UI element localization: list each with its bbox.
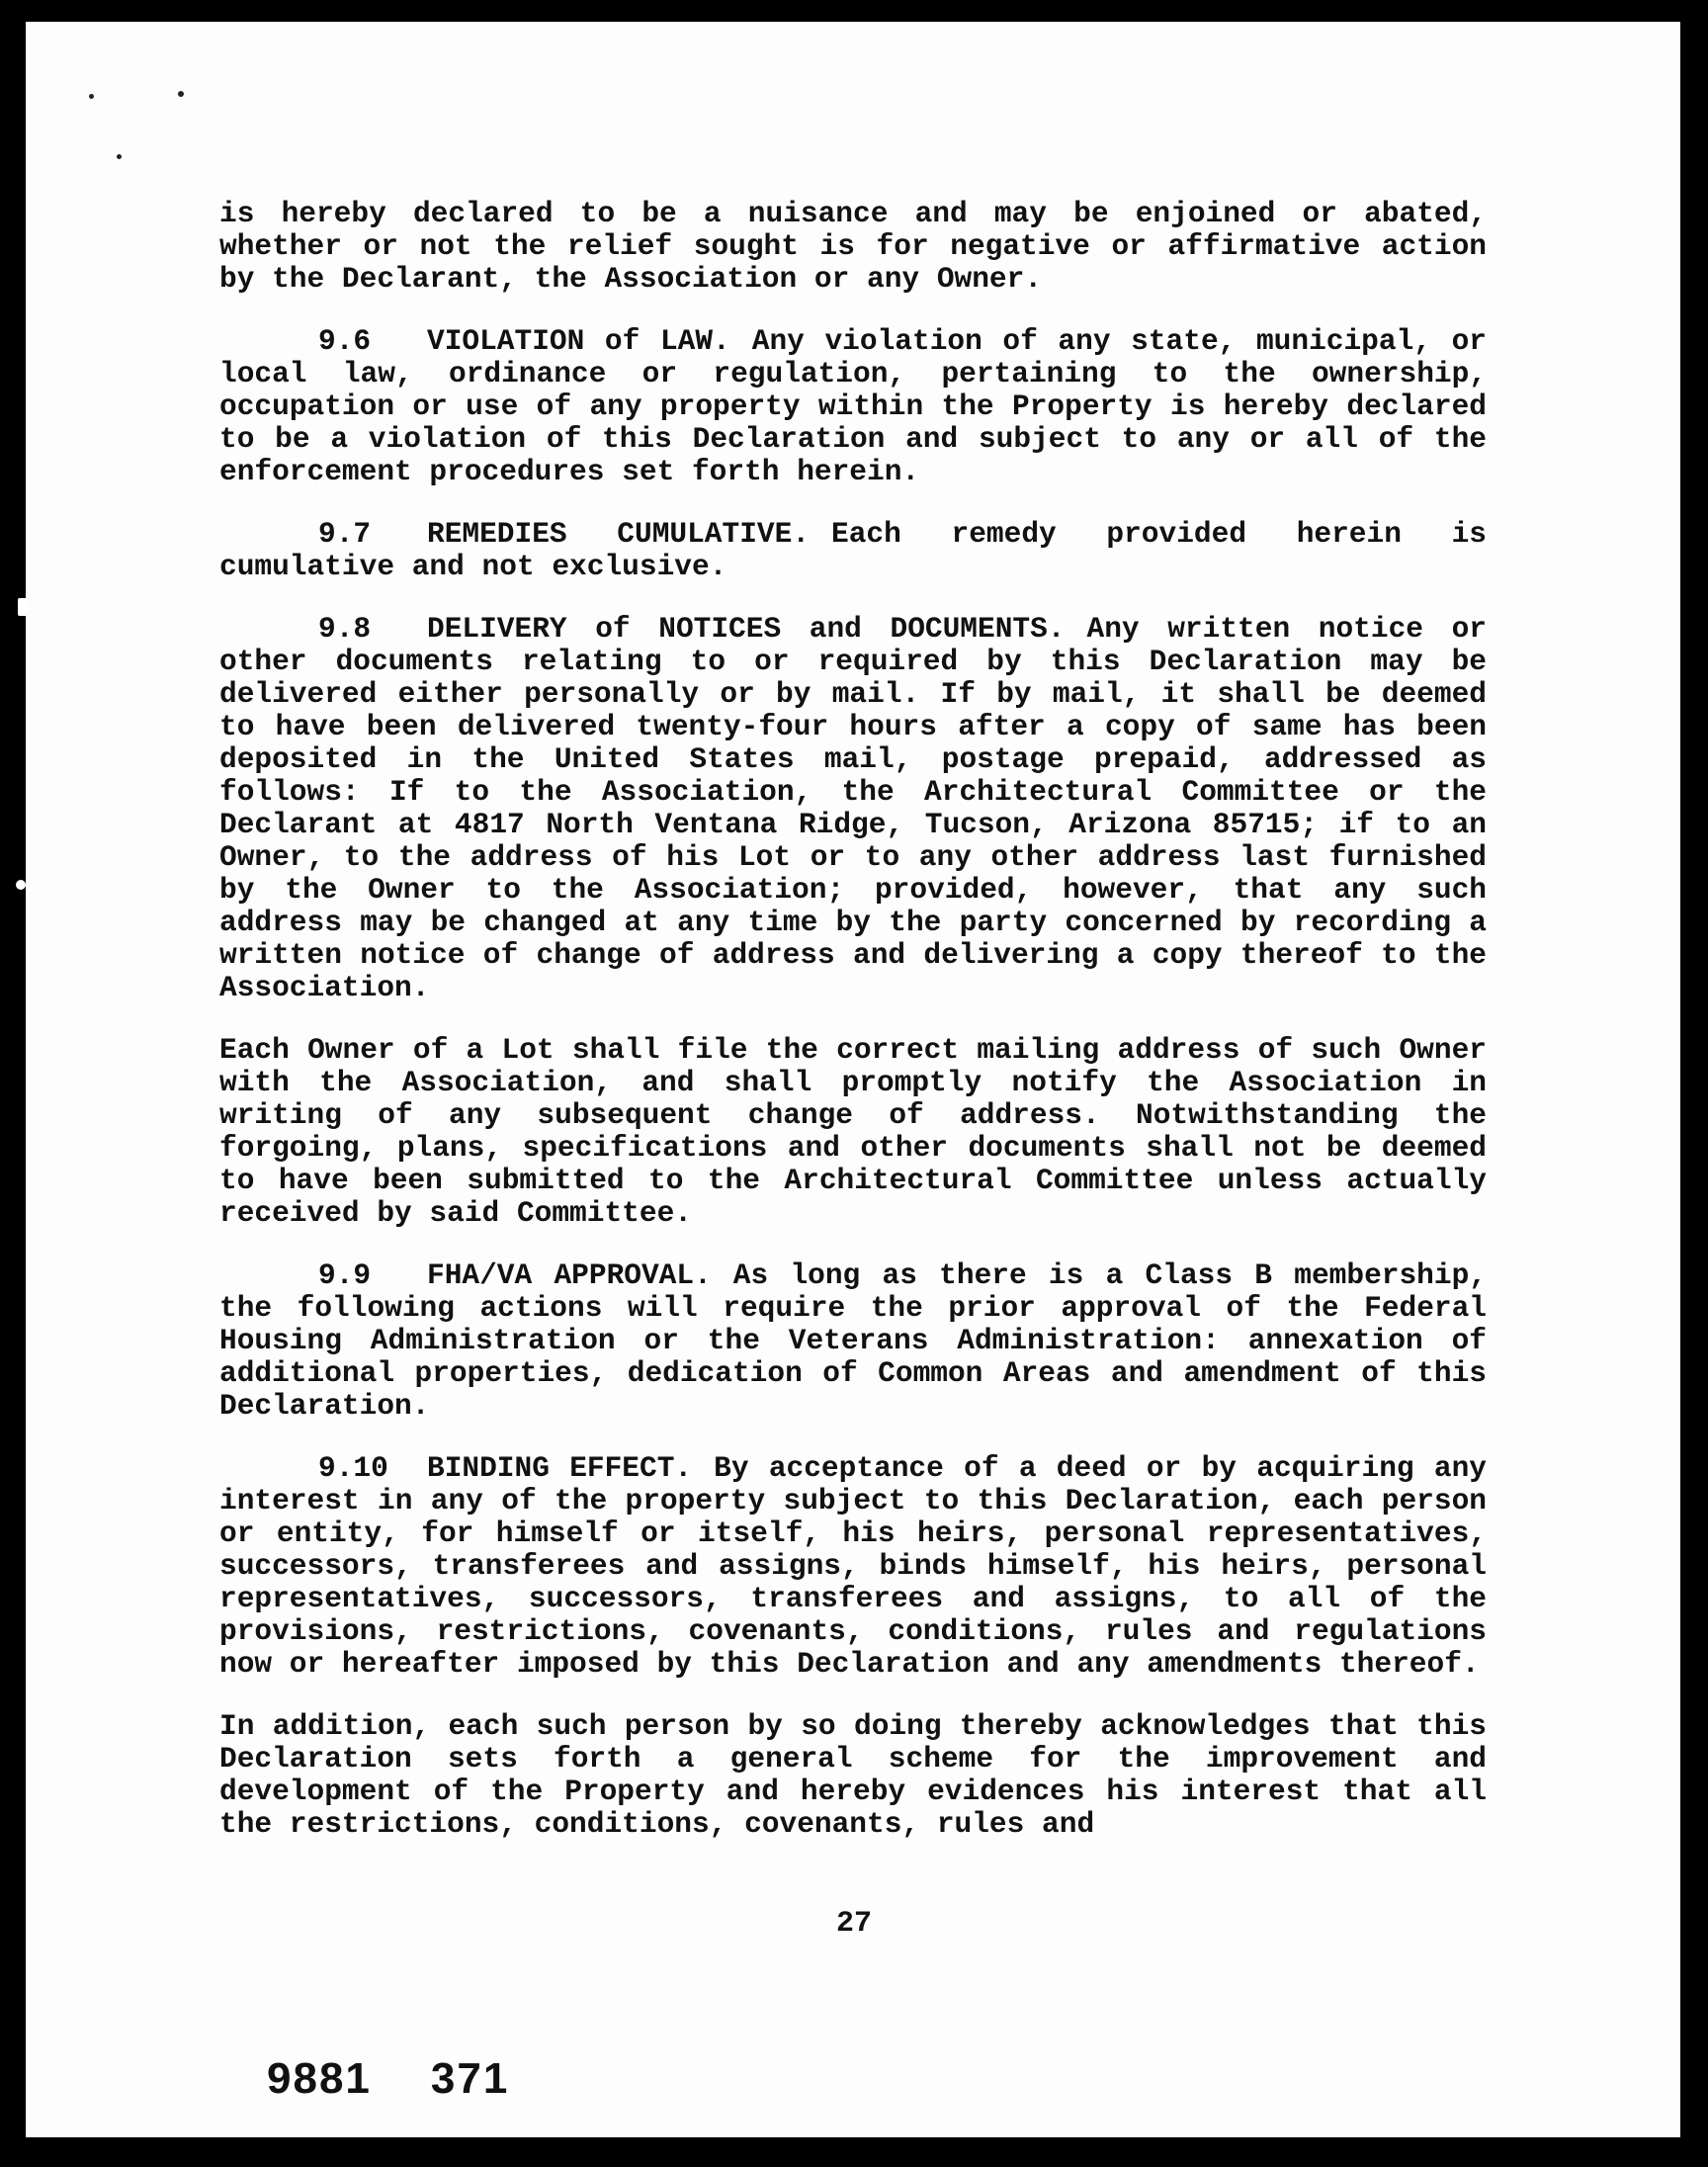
section-9-6 bbox=[219, 325, 1487, 488]
paragraph-owner-address: Each Owner of a Lot shall file the correct mailing address of such Owner with the Association, and shall promptly notify the Association in writing of any subsequent change of address. Notwithstanding the forgoing, plans, specifications and other documents shall not be deemed to have been submitted to the Architectural Committee unless actually received by said Committee. bbox=[219, 1033, 1487, 1230]
page-number: 27 bbox=[835, 1907, 872, 1941]
section-title: FHA/VA APPROVAL. bbox=[427, 1258, 712, 1292]
section-title: VIOLATION of LAW. bbox=[427, 324, 730, 358]
section-number: 9.6 bbox=[318, 324, 372, 358]
section-9-9 bbox=[219, 1259, 1487, 1423]
document-body bbox=[219, 198, 1487, 1870]
section-9-8 bbox=[219, 613, 1487, 1004]
paragraph-in-addition: In addition, each such person by so doing thereby acknowledges that this Declaration sets forth a general scheme for the improvement and development of the Property and hereby evidences his interest that all the restrictions, conditions, covenants, rules and bbox=[219, 1709, 1487, 1841]
paragraph-nuisance-continuation: is hereby declared to be a nuisance and may be enjoined or abated, whether or not the relief sought is for negative or affirmative action by the Declarant, the Association or any Owner. bbox=[219, 197, 1487, 296]
section-text: By acceptance of a deed or by acquiring any interest in any of the property subject to this Declaration, each person or entity, for himself or itself, his heirs, personal representatives, successors, transferees and assigns, binds himself, his heirs, personal representatives, successors, transferees and assigns, to all of the provisions, restrictions, covenants, conditions, rules and regulations now or hereafter imposed by this Declaration and any amendments thereof. bbox=[219, 1451, 1487, 1681]
recording-stamp bbox=[267, 2054, 568, 2104]
section-9-10 bbox=[219, 1452, 1487, 1681]
section-title: DELIVERY of NOTICES and DOCUMENTS. bbox=[427, 612, 1066, 646]
section-number: 9.10 bbox=[318, 1451, 388, 1485]
section-9-7 bbox=[219, 518, 1487, 583]
stamp-page: 371 bbox=[430, 2054, 510, 2103]
scan-speck bbox=[18, 598, 28, 616]
scan-speck bbox=[117, 154, 122, 159]
scan-speck bbox=[178, 91, 184, 97]
section-text: Each remedy provided herein is cumulative and not exclusive. bbox=[219, 517, 1487, 583]
section-title: BINDING EFFECT. bbox=[427, 1451, 693, 1485]
section-text: Any written notice or other documents relating to or required by this Declaration may be delivered either personally or by mail. If by mail, it shall be deemed to have been delivered twenty-four hours after a copy of same has been deposited in the United States mail, postage prepaid, addressed as follows: If to the Association, the Architectural Committee or the Declarant at 4817 North Ventana Ridge, Tucson, Arizona 85715; if to an Owner, to the address of his Lot or to any other address last furnished by the Owner to the Association; provided, however, that any such address may be changed at any time by the party concerned by recording a written notice of change of address and delivering a copy thereof to the Association. bbox=[219, 612, 1487, 1004]
section-title: REMEDIES CUMULATIVE. bbox=[427, 517, 811, 551]
section-number: 9.7 bbox=[318, 517, 372, 551]
section-text: Any violation of any state, municipal, or local law, ordinance or regulation, pertaining to the ownership, occupation or use of any property within the Property is hereby declared to be a violation of this Declaration and subject to any or all of the enforcement procedures set forth herein. bbox=[219, 324, 1487, 488]
section-number: 9.9 bbox=[318, 1258, 372, 1292]
section-number: 9.8 bbox=[318, 612, 372, 646]
scan-speck bbox=[16, 880, 26, 890]
stamp-docket: 9881 bbox=[267, 2054, 372, 2103]
scan-speck bbox=[89, 94, 94, 99]
section-text: As long as there is a Class B membership, the following actions will require the prior approval of the Federal Housing Administration or the Veterans Administration: annexation of additional properties, dedication of Common Areas and amendment of this Declaration. bbox=[219, 1258, 1487, 1423]
